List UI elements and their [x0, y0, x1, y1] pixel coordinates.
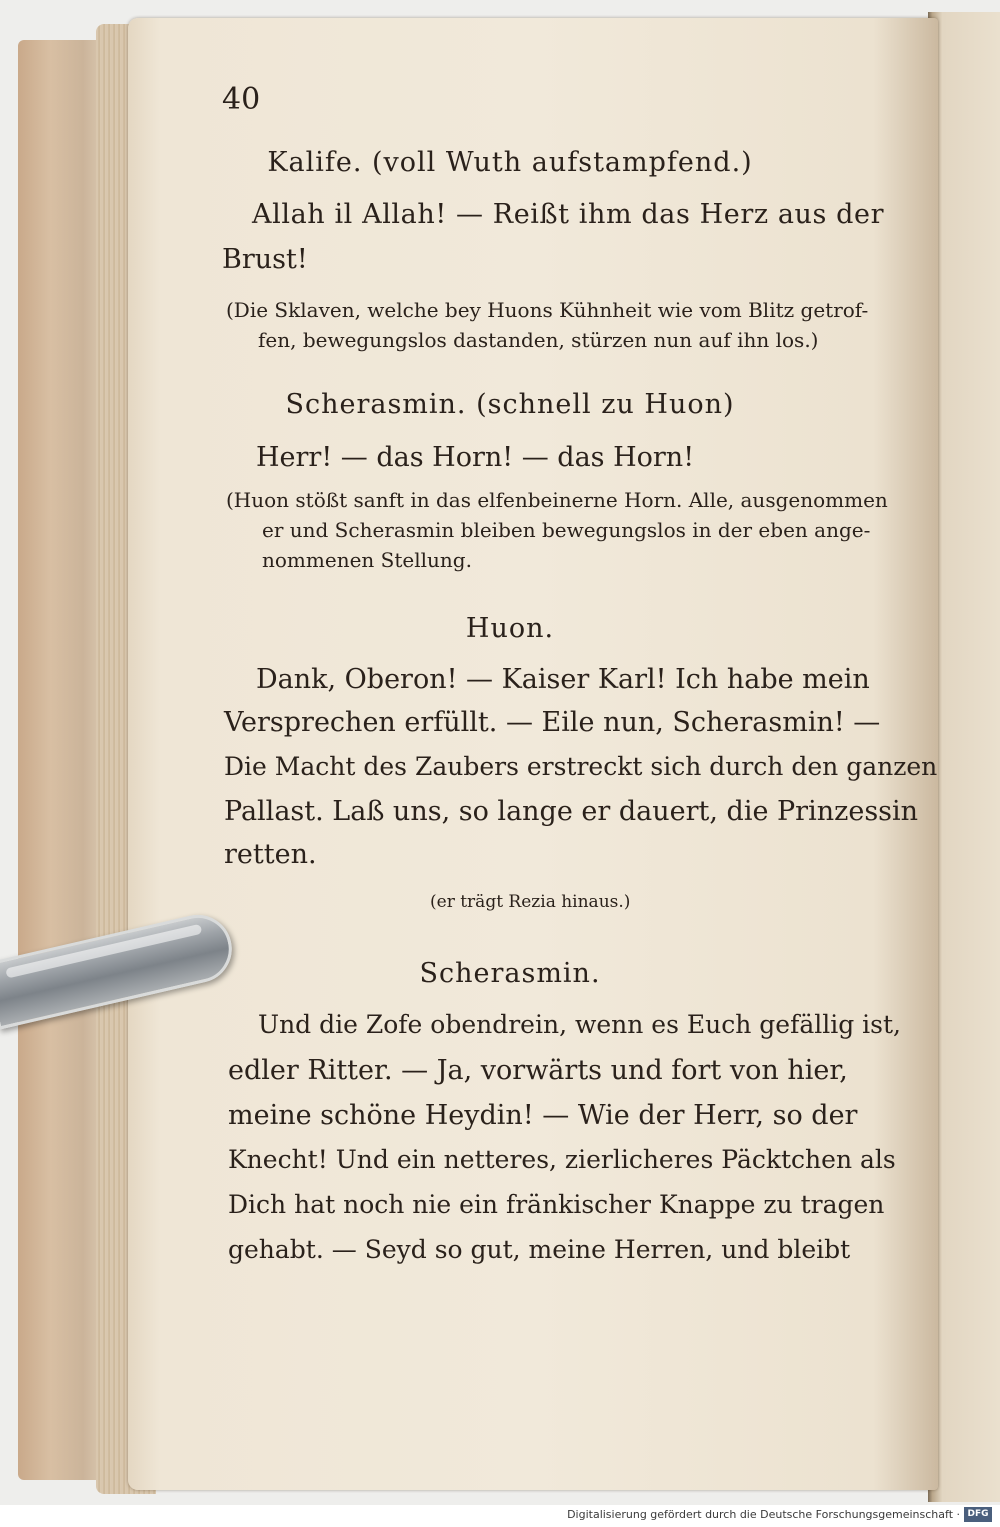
text-line: Versprechen erfüllt. — Eile nun, Scherasmin! — — [224, 707, 881, 738]
footer-credit: Digitalisierung gefördert durch die Deutsche Forschungsgemeinschaft · — [567, 1508, 960, 1521]
text-line: Knecht! Und ein netteres, zierlicheres Päcktchen als — [228, 1145, 896, 1174]
page-number: 40 — [222, 82, 261, 117]
text-line: gehabt. — Seyd so gut, meine Herren, und bleibt — [228, 1235, 851, 1264]
speaker-scherasmin: Scherasmin. (schnell zu Huon) — [285, 389, 735, 420]
text-line: Die Macht des Zaubers erstreckt sich durch den ganzen — [224, 752, 938, 781]
text-line: Pallast. Laß uns, so lange er dauert, die Prinzessin — [224, 796, 919, 827]
dfg-logo: DFG — [964, 1507, 992, 1522]
stage-direction: nommenen Stellung. — [262, 548, 472, 572]
text-line: edler Ritter. — Ja, vorwärts und fort von hier, — [228, 1055, 848, 1086]
text-line: Dich hat noch nie ein fränkischer Knappe zu tragen — [228, 1190, 885, 1219]
speaker-huon: Huon. — [465, 613, 555, 644]
stage-direction: er und Scherasmin bleiben bewegungslos in der eben ange- — [262, 518, 871, 542]
speaker-kalife: Kalife. (voll Wuth aufstampfend.) — [267, 147, 753, 178]
stage-direction: (er trägt Rezia hinaus.) — [430, 892, 631, 912]
text-line: retten. — [224, 839, 317, 870]
text-line: Brust! — [222, 244, 308, 275]
stage-direction: (Huon stößt sanft in das elfenbeinerne Horn. Alle, ausgenommen — [226, 488, 888, 512]
text-line: Allah il Allah! — Reißt ihm das Herz aus der — [252, 199, 885, 230]
facing-page-edge — [928, 12, 1000, 1502]
stage-direction: fen, bewegungslos dastanden, stürzen nun auf ihn los.) — [258, 328, 819, 352]
text-line: Und die Zofe obendrein, wenn es Euch gefällig ist, — [258, 1010, 901, 1039]
text-line: Dank, Oberon! — Kaiser Karl! Ich habe mein — [256, 664, 870, 695]
stage-direction: (Die Sklaven, welche bey Huons Kühnheit wie vom Blitz getrof- — [226, 298, 869, 322]
speaker-scherasmin: Scherasmin. — [419, 958, 601, 989]
text-line: Herr! — das Horn! — das Horn! — [256, 442, 695, 473]
text-line: meine schöne Heydin! — Wie der Herr, so der — [228, 1100, 858, 1131]
